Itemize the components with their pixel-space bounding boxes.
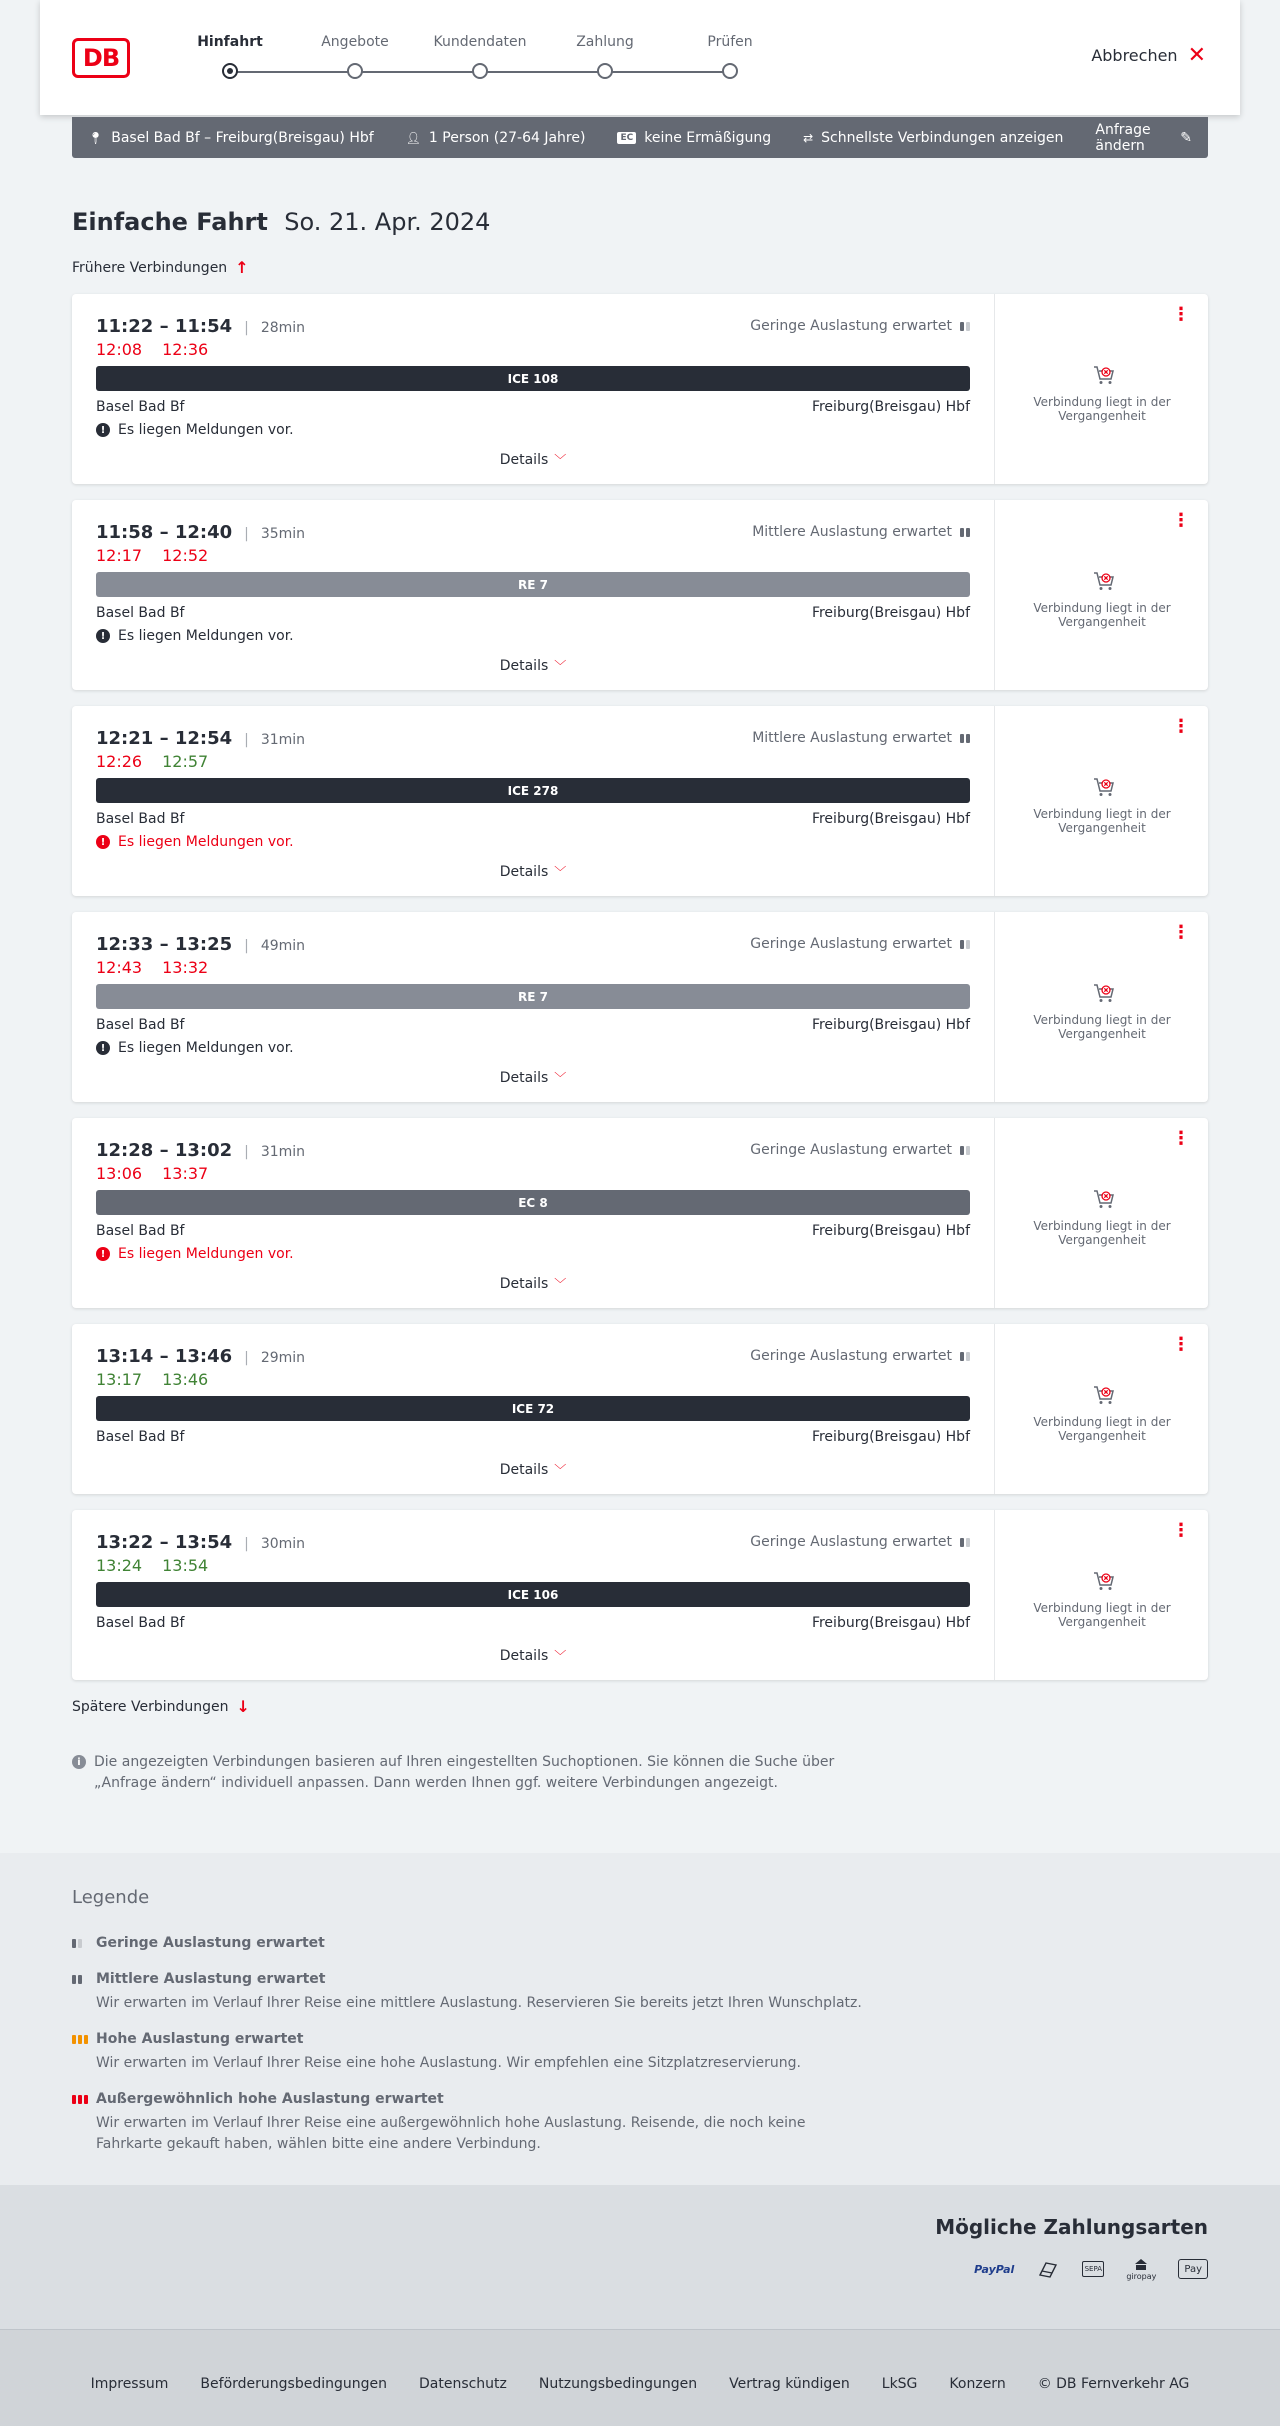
step-label: Prüfen	[707, 34, 753, 50]
step-hinfahrt	[170, 34, 290, 50]
legend-section	[0, 1853, 1280, 2185]
summary-discount	[617, 130, 771, 146]
destination-station: Freiburg(Breisgau) Hbf	[811, 399, 970, 415]
credit-card-hand-icon	[1036, 2255, 1060, 2283]
train-bar: EC 8	[96, 1190, 970, 1215]
chevron-down-icon: ﹀	[554, 865, 567, 879]
realtime-arrival: 13:37	[162, 1164, 209, 1183]
load-indicator	[750, 318, 970, 334]
connection-side	[994, 912, 1208, 1102]
more-options-icon[interactable]: ⋮	[1172, 510, 1190, 531]
later-label: Spätere Verbindungen	[72, 1698, 229, 1715]
info-icon: i	[72, 1755, 86, 1769]
connection-side	[994, 294, 1208, 484]
giropay-label: giropay	[1126, 2271, 1157, 2281]
exclamation-icon: !	[96, 423, 110, 437]
connection-main	[96, 706, 970, 896]
page-title	[72, 208, 490, 236]
realtime-times	[96, 958, 208, 977]
chevron-down-icon: ﹀	[554, 1463, 567, 1477]
realtime-arrival: 12:57	[162, 752, 209, 771]
cart-unavailable-icon	[1092, 775, 1116, 799]
connection-times	[96, 1346, 305, 1367]
details-toggle[interactable]	[96, 863, 970, 880]
destination-station: Freiburg(Breisgau) Hbf	[811, 1017, 970, 1033]
destination-station: Freiburg(Breisgau) Hbf	[811, 1615, 970, 1631]
details-toggle[interactable]	[96, 1647, 970, 1664]
more-options-icon[interactable]: ⋮	[1172, 1128, 1190, 1149]
change-request-button[interactable]	[1095, 122, 1192, 154]
load-level-icon	[72, 1975, 88, 1984]
separator: |	[244, 938, 249, 954]
stations	[96, 1017, 970, 1033]
chevron-down-icon: ﹀	[554, 659, 567, 673]
legend-title: Legende	[72, 1887, 150, 1908]
details-toggle[interactable]	[96, 1275, 970, 1292]
separator: |	[244, 320, 249, 336]
planned-times: 12:21 – 12:54	[96, 728, 233, 749]
realtime-times	[96, 1556, 208, 1575]
chevron-down-icon: ﹀	[554, 453, 567, 467]
stations	[96, 811, 970, 827]
legend-item-label: Geringe Auslastung erwartet	[96, 1935, 325, 1951]
origin-station: Basel Bad Bf	[96, 1223, 185, 1239]
message-text: Es liegen Meldungen vor.	[118, 1040, 294, 1056]
load-text: Mittlere Auslastung erwartet	[752, 730, 952, 746]
details-label: Details	[499, 452, 549, 468]
legend-item	[72, 2091, 872, 2155]
booking-stepper	[197, 34, 760, 84]
planned-times: 12:33 – 13:25	[96, 934, 233, 955]
more-options-icon[interactable]: ⋮	[1172, 1520, 1190, 1541]
origin-station: Basel Bad Bf	[96, 399, 185, 415]
past-connection-text: Verbindung liegt in der Vergangenheit	[1033, 807, 1171, 835]
cart-unavailable-icon	[1092, 1383, 1116, 1407]
step-dot	[472, 63, 488, 79]
cart-unavailable-icon	[1092, 363, 1116, 387]
duration: 29min	[260, 1350, 306, 1366]
load-text: Mittlere Auslastung erwartet	[752, 524, 952, 540]
origin-station: Basel Bad Bf	[96, 1429, 185, 1445]
arrow-up-icon: ↑	[235, 258, 249, 277]
legend-item-desc: Wir erwarten im Verlauf Ihrer Reise eine außergewöhnlich hohe Auslastung. Reisende, die noch keine Fahrkarte gekauft haben, wählen bitte eine andere Verbindung.	[96, 2115, 806, 2152]
message-text: Es liegen Meldungen vor.	[118, 834, 294, 850]
payment-title: Mögliche Zahlungsarten	[935, 2215, 1208, 2239]
stations	[96, 1615, 970, 1631]
realtime-times	[96, 340, 208, 359]
connection-times	[96, 1140, 305, 1161]
load-person-icon	[960, 528, 970, 537]
duration: 30min	[260, 1536, 306, 1552]
legend-item-head	[72, 2031, 872, 2047]
cart-unavailable-icon	[1092, 1569, 1116, 1593]
load-indicator	[750, 1534, 970, 1550]
realtime-arrival: 12:36	[162, 340, 209, 359]
origin-station: Basel Bad Bf	[96, 605, 185, 621]
realtime-times	[96, 752, 208, 771]
realtime-times	[96, 1164, 208, 1183]
earlier-label: Frühere Verbindungen	[72, 259, 228, 276]
applepay-icon	[1178, 2259, 1208, 2279]
footer-link[interactable]: Konzern	[949, 2376, 1006, 2392]
person-icon: 👤︎	[405, 130, 421, 145]
load-person-icon	[960, 940, 970, 949]
message-text: Es liegen Meldungen vor.	[118, 628, 294, 644]
load-person-icon	[960, 1352, 970, 1361]
load-person-icon	[960, 322, 970, 331]
connection-main	[96, 1510, 970, 1680]
location-pin-icon: 📍︎	[88, 130, 104, 145]
details-label: Details	[499, 1070, 549, 1086]
footer-link[interactable]: Vertrag kündigen	[729, 2376, 850, 2392]
load-person-icon	[960, 1538, 970, 1547]
details-label: Details	[499, 1276, 549, 1292]
origin-station: Basel Bad Bf	[96, 1615, 185, 1631]
load-indicator	[752, 730, 970, 746]
chevron-down-icon: ﹀	[554, 1277, 567, 1291]
legend-item-head	[72, 1935, 872, 1951]
past-connection-text: Verbindung liegt in der Vergangenheit	[1033, 1601, 1171, 1629]
legend-item-label: Hohe Auslastung erwartet	[96, 2031, 304, 2047]
cart-unavailable-icon	[1092, 981, 1116, 1005]
separator: |	[244, 1350, 249, 1366]
realtime-departure: 12:26	[96, 752, 143, 771]
load-person-icon	[960, 734, 970, 743]
step-angebote	[295, 34, 415, 50]
train-bar: RE 7	[96, 984, 970, 1009]
load-text: Geringe Auslastung erwartet	[750, 318, 952, 334]
more-options-icon[interactable]: ⋮	[1172, 1334, 1190, 1355]
details-toggle[interactable]	[96, 657, 970, 674]
realtime-times	[96, 1370, 208, 1389]
more-options-icon[interactable]: ⋮	[1172, 922, 1190, 943]
past-connection-text: Verbindung liegt in der Vergangenheit	[1033, 395, 1171, 423]
load-text: Geringe Auslastung erwartet	[750, 1534, 952, 1550]
connection-side	[994, 1510, 1208, 1680]
step-dot	[347, 63, 363, 79]
connection-card[interactable]	[72, 706, 1208, 896]
load-text: Geringe Auslastung erwartet	[750, 1142, 952, 1158]
connection-times	[96, 316, 305, 337]
more-options-icon[interactable]: ⋮	[1172, 304, 1190, 325]
connection-card[interactable]	[72, 500, 1208, 690]
exclamation-icon: !	[96, 629, 110, 643]
connection-main	[96, 1324, 970, 1494]
realtime-departure: 13:06	[96, 1164, 143, 1183]
legend-item	[72, 2031, 872, 2074]
load-text: Geringe Auslastung erwartet	[750, 936, 952, 952]
step-dot	[722, 63, 738, 79]
trip-date: So. 21. Apr. 2024	[284, 208, 491, 236]
message-text: Es liegen Meldungen vor.	[118, 422, 294, 438]
passengers-text: 1 Person (27-64 Jahre)	[428, 129, 586, 146]
destination-station: Freiburg(Breisgau) Hbf	[811, 605, 970, 621]
message-notice	[96, 1246, 294, 1262]
separator: |	[244, 526, 249, 542]
details-label: Details	[499, 1648, 549, 1664]
legend-item-label: Mittlere Auslastung erwartet	[96, 1971, 326, 1987]
swap-arrows-icon: ⇄	[803, 130, 814, 145]
fastest-text: Schnellste Verbindungen anzeigen	[821, 129, 1064, 146]
step-kundendaten	[420, 34, 540, 50]
destination-station: Freiburg(Breisgau) Hbf	[811, 811, 970, 827]
realtime-arrival: 12:52	[162, 546, 209, 565]
train-bar: RE 7	[96, 572, 970, 597]
step-label: Angebote	[321, 34, 389, 50]
connection-main	[96, 1118, 970, 1308]
db-logo[interactable]: DB	[72, 38, 130, 78]
load-level-icon	[72, 2035, 88, 2044]
train-bar: ICE 108	[96, 366, 970, 391]
footer-links	[0, 2376, 1280, 2392]
duration: 49min	[260, 938, 306, 954]
giropay-icon	[1126, 2255, 1156, 2283]
info-note	[72, 1752, 852, 1794]
duration: 35min	[260, 526, 306, 542]
earlier-connections-link[interactable]	[72, 258, 249, 277]
legend-item	[72, 1971, 872, 2014]
realtime-arrival: 13:32	[162, 958, 209, 977]
chevron-down-icon: ﹀	[554, 1649, 567, 1663]
step-label: Hinfahrt	[197, 34, 263, 50]
footer-link[interactable]: © DB Fernverkehr AG	[1037, 2376, 1190, 2392]
details-label: Details	[499, 1462, 549, 1478]
duration: 28min	[260, 320, 306, 336]
step-zahlung	[545, 34, 665, 50]
connection-side	[994, 706, 1208, 896]
search-summary-bar	[72, 117, 1208, 158]
duration: 31min	[260, 732, 306, 748]
details-toggle[interactable]	[96, 1069, 970, 1086]
close-icon: ✕	[1187, 42, 1206, 68]
footer-link[interactable]: Datenschutz	[418, 2376, 507, 2392]
train-bar: ICE 72	[96, 1396, 970, 1421]
connection-card[interactable]	[72, 1510, 1208, 1680]
planned-times: 11:58 – 12:40	[96, 522, 233, 543]
step-dot	[222, 63, 238, 79]
past-connection-text: Verbindung liegt in der Vergangenheit	[1033, 1219, 1171, 1247]
payment-section	[0, 2185, 1280, 2329]
connection-card[interactable]	[72, 294, 1208, 484]
past-connection-text: Verbindung liegt in der Vergangenheit	[1033, 1415, 1171, 1443]
duration: 31min	[260, 1144, 306, 1160]
more-options-icon[interactable]: ⋮	[1172, 716, 1190, 737]
summary-route	[88, 130, 374, 146]
connection-side	[994, 500, 1208, 690]
discount-card-icon: EC	[617, 132, 636, 144]
summary-passengers	[406, 130, 586, 146]
planned-times: 11:22 – 11:54	[96, 316, 233, 337]
separator: |	[244, 1144, 249, 1160]
footer-link[interactable]: Impressum	[90, 2376, 169, 2392]
realtime-departure: 12:08	[96, 340, 143, 359]
legend-item-head	[72, 2091, 872, 2107]
header	[40, 0, 1240, 115]
info-text: Die angezeigten Verbindungen basieren auf Ihren eingestellten Suchoptionen. Sie können die Suche über „Anfrage ändern“ individuell anpassen. Dann werden Ihnen ggf. weitere Verbindungen angezeigt.	[94, 1754, 835, 1791]
connection-times	[96, 1532, 305, 1553]
trip-type: Einfache Fahrt	[72, 208, 268, 236]
planned-times: 13:22 – 13:54	[96, 1532, 233, 1553]
stations	[96, 1429, 970, 1445]
cancel-label: Abbrechen	[1091, 46, 1178, 65]
connection-times	[96, 728, 305, 749]
past-connection-text: Verbindung liegt in der Vergangenheit	[1033, 601, 1171, 629]
exclamation-icon: !	[96, 835, 110, 849]
connection-card[interactable]	[72, 1324, 1208, 1494]
realtime-departure: 13:24	[96, 1556, 143, 1575]
realtime-departure: 13:17	[96, 1370, 143, 1389]
train-bar: ICE 106	[96, 1582, 970, 1607]
realtime-departure: 12:17	[96, 546, 143, 565]
load-indicator	[752, 524, 970, 540]
pencil-icon: ✎	[1180, 129, 1192, 146]
discount-text: keine Ermäßigung	[644, 129, 772, 146]
stations	[96, 605, 970, 621]
applepay-label: Pay	[1184, 2263, 1202, 2275]
separator: |	[244, 1536, 249, 1552]
connection-side	[994, 1324, 1208, 1494]
later-connections-link[interactable]	[72, 1697, 250, 1716]
footer-link[interactable]: Nutzungsbedingungen	[538, 2376, 698, 2392]
stations	[96, 399, 970, 415]
payment-icons	[974, 2255, 1208, 2283]
details-label: Details	[499, 864, 549, 880]
step-label: Kundendaten	[433, 34, 527, 50]
connection-card[interactable]	[72, 1118, 1208, 1308]
destination-station: Freiburg(Breisgau) Hbf	[811, 1223, 970, 1239]
stations	[96, 1223, 970, 1239]
load-level-icon	[72, 2095, 88, 2104]
origin-station: Basel Bad Bf	[96, 811, 185, 827]
connection-side	[994, 1118, 1208, 1308]
load-person-icon	[960, 1146, 970, 1155]
load-level-icon	[72, 1939, 88, 1948]
details-toggle[interactable]	[96, 1461, 970, 1478]
change-request-label: Anfrage ändern	[1095, 121, 1151, 154]
message-notice	[96, 1040, 294, 1056]
past-connection-text: Verbindung liegt in der Vergangenheit	[1033, 1013, 1171, 1041]
destination-station: Freiburg(Breisgau) Hbf	[811, 1429, 970, 1445]
origin-station: Basel Bad Bf	[96, 1017, 185, 1033]
summary-fastest	[803, 130, 1063, 146]
load-indicator	[750, 1142, 970, 1158]
train-bar: ICE 278	[96, 778, 970, 803]
sepa-icon: SEPA	[1082, 2261, 1104, 2277]
cart-unavailable-icon	[1092, 1187, 1116, 1211]
arrow-down-icon: ↓	[236, 1697, 250, 1716]
footer-link[interactable]: LkSG	[881, 2376, 918, 2392]
realtime-times	[96, 546, 208, 565]
step-label: Zahlung	[576, 34, 634, 50]
legend-item-label: Außergewöhnlich hohe Auslastung erwartet	[96, 2091, 444, 2107]
footer-link[interactable]: Beförderungsbedingungen	[200, 2376, 387, 2392]
planned-times: 13:14 – 13:46	[96, 1346, 233, 1367]
legend-item-desc: Wir erwarten im Verlauf Ihrer Reise eine hohe Auslastung. Wir empfehlen eine Sitzplatzreservierung.	[96, 2055, 801, 2071]
message-notice	[96, 628, 294, 644]
connection-main	[96, 294, 970, 484]
step-dot	[597, 63, 613, 79]
details-toggle[interactable]	[96, 451, 970, 468]
legend-item	[72, 1935, 872, 1951]
step-pruefen	[670, 34, 790, 50]
connection-card[interactable]	[72, 912, 1208, 1102]
exclamation-icon: !	[96, 1247, 110, 1261]
load-indicator	[750, 1348, 970, 1364]
planned-times: 12:28 – 13:02	[96, 1140, 233, 1161]
connection-times	[96, 934, 305, 955]
message-notice	[96, 422, 294, 438]
connection-times	[96, 522, 305, 543]
cancel-button[interactable]	[1091, 42, 1206, 68]
connection-main	[96, 912, 970, 1102]
paypal-icon: PayPal	[974, 2262, 1015, 2276]
connection-main	[96, 500, 970, 690]
legend-item-head	[72, 1971, 872, 1987]
footer	[0, 2329, 1280, 2426]
load-text: Geringe Auslastung erwartet	[750, 1348, 952, 1364]
realtime-departure: 12:43	[96, 958, 143, 977]
message-text: Es liegen Meldungen vor.	[118, 1246, 294, 1262]
load-indicator	[750, 936, 970, 952]
separator: |	[244, 732, 249, 748]
realtime-arrival: 13:46	[162, 1370, 209, 1389]
exclamation-icon: !	[96, 1041, 110, 1055]
legend-item-desc: Wir erwarten im Verlauf Ihrer Reise eine mittlere Auslastung. Reservieren Sie bereits jetzt Ihren Wunschplatz.	[96, 1995, 862, 2011]
cart-unavailable-icon	[1092, 569, 1116, 593]
chevron-down-icon: ﹀	[554, 1071, 567, 1085]
realtime-arrival: 13:54	[162, 1556, 209, 1575]
message-notice	[96, 834, 294, 850]
route-text: Basel Bad Bf – Freiburg(Breisgau) Hbf	[111, 129, 374, 146]
details-label: Details	[499, 658, 549, 674]
